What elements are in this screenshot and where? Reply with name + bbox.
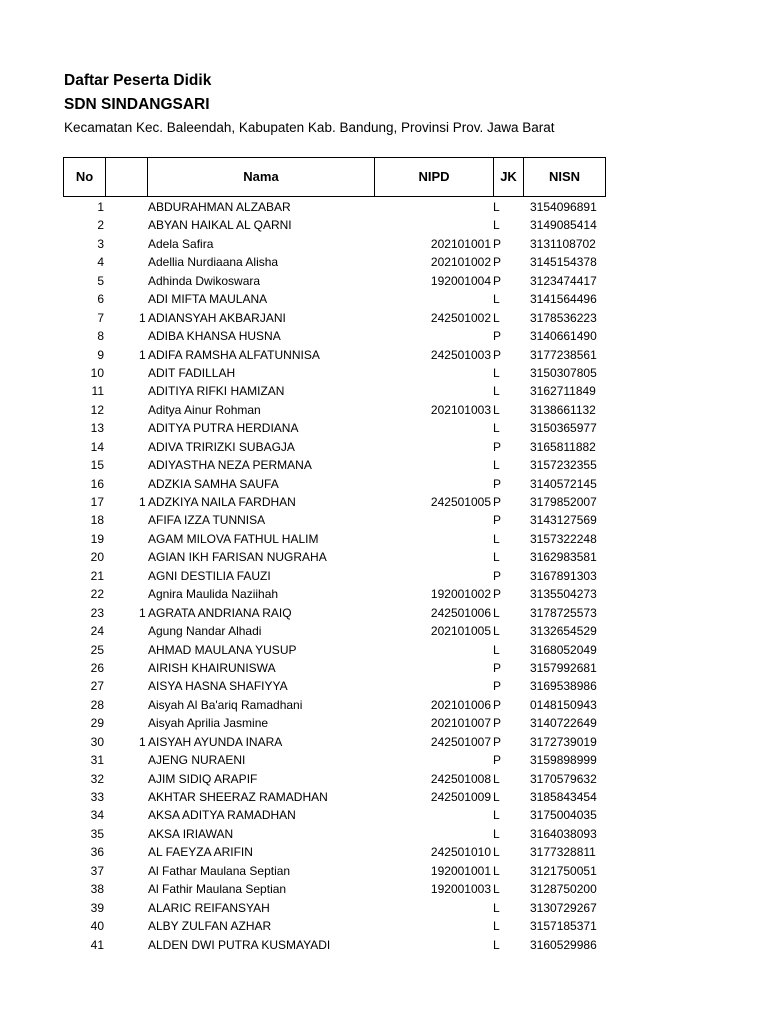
cell-no: 5 [97, 273, 104, 288]
cell-nama: ADZKIA SAMHA SAUFA [148, 476, 279, 491]
cell-nisn: 3179852007 [530, 495, 597, 509]
header-jk: JK [494, 158, 524, 196]
cell-flag: 1 [139, 734, 146, 749]
table-row [0, 696, 768, 714]
cell-no: 33 [90, 790, 104, 804]
cell-no: 1 [97, 200, 104, 214]
cell-nipd: 202101001 [430, 236, 491, 251]
cell-nama: Adhinda Dwikoswara [148, 273, 261, 288]
cell-nisn: 3162711849 [530, 384, 596, 399]
cell-flag: 1 [139, 605, 146, 620]
student-table-body [0, 198, 768, 954]
cell-jk: L [493, 863, 500, 878]
cell-nisn: 3185843454 [530, 790, 597, 804]
cell-no: 40 [90, 919, 104, 934]
table-row [0, 770, 768, 788]
cell-jk: L [493, 550, 500, 565]
table-row [0, 346, 768, 364]
table-row [0, 659, 768, 677]
cell-nama: ABDURAHMAN ALZABAR [148, 200, 291, 214]
cell-no: 6 [97, 292, 104, 307]
cell-no: 3 [97, 236, 104, 251]
cell-jk: L [493, 900, 500, 915]
table-row [0, 677, 768, 695]
cell-nipd: 202101007 [430, 716, 491, 731]
cell-no: 30 [90, 734, 104, 749]
header-no: No [64, 158, 106, 196]
cell-nisn: 3128750200 [530, 882, 597, 897]
cell-no: 7 [97, 310, 104, 325]
cell-nisn: 3177238561 [530, 347, 597, 362]
table-row [0, 364, 768, 382]
cell-nisn: 3168052049 [530, 642, 597, 657]
table-row [0, 733, 768, 751]
cell-jk: P [493, 347, 502, 362]
cell-jk: L [493, 642, 500, 657]
cell-jk: P [493, 273, 502, 288]
cell-nipd: 192001001 [430, 863, 491, 878]
header-nipd: NIPD [375, 158, 494, 196]
cell-nama: ALDEN DWI PUTRA KUSMAYADI [148, 937, 331, 952]
cell-nama: ADIANSYAH AKBARJANI [148, 310, 286, 325]
cell-nisn: 3150365977 [530, 421, 597, 436]
table-row [0, 899, 768, 917]
cell-nipd: 202101002 [430, 255, 491, 270]
cell-jk: P [493, 716, 502, 731]
cell-nama: ADIVA TRIRIZKI SUBAGJA [148, 439, 295, 454]
cell-no: 23 [90, 605, 104, 620]
table-row [0, 253, 768, 271]
cell-no: 41 [90, 937, 104, 952]
cell-nisn: 3157185371 [530, 919, 597, 934]
cell-jk: L [493, 882, 500, 897]
location-line: Kecamatan Kec. Baleendah, Kabupaten Kab. Bandung, Provinsi Prov. Jawa Barat [64, 120, 555, 135]
cell-nama: AISYA HASNA SHAFIYYA [148, 679, 288, 694]
table-row [0, 198, 768, 216]
table-row [0, 511, 768, 529]
table-row [0, 290, 768, 308]
cell-nisn: 3172739019 [530, 734, 597, 749]
table-row [0, 456, 768, 474]
cell-nama: Aisyah Aprilia Jasmine [148, 716, 269, 731]
cell-nama: AJIM SIDIQ ARAPIF [148, 771, 258, 786]
table-row [0, 382, 768, 400]
cell-nisn: 3157992681 [530, 660, 597, 675]
cell-nama: ADZKIYA NAILA FARDHAN [148, 495, 296, 509]
cell-nama: ADIBA KHANSA HUSNA [148, 329, 281, 344]
table-header [63, 157, 606, 197]
cell-no: 14 [90, 439, 104, 454]
cell-nama: AGNI DESTILIA FAUZI [148, 568, 271, 583]
table-row [0, 567, 768, 585]
cell-nisn: 3170579632 [530, 771, 597, 786]
cell-nama: ADITYA PUTRA HERDIANA [148, 421, 299, 436]
header-nisn: NISN [548, 169, 581, 184]
cell-jk: L [493, 292, 500, 307]
cell-nama: ADIYASTHA NEZA PERMANA [148, 458, 312, 473]
cell-nipd: 192001003 [430, 882, 491, 897]
cell-nisn: 3167891303 [530, 568, 597, 583]
cell-nama: AKHTAR SHEERAZ RAMADHAN [148, 790, 328, 804]
cell-nama: Agnira Maulida Naziihah [148, 587, 279, 602]
cell-nama: ADIT FADILLAH [148, 365, 236, 380]
cell-jk: P [493, 753, 502, 768]
cell-jk: L [493, 937, 500, 952]
cell-jk: L [493, 771, 500, 786]
cell-jk: P [493, 236, 502, 251]
cell-jk: P [493, 255, 502, 270]
cell-nisn: 3123474417 [530, 273, 597, 288]
cell-no: 12 [90, 402, 104, 417]
table-row [0, 880, 768, 898]
cell-nipd: 242501005 [430, 495, 491, 509]
table-row [0, 585, 768, 603]
table-row [0, 235, 768, 253]
cell-no: 27 [90, 679, 104, 694]
cell-nipd: 202101005 [430, 624, 491, 639]
cell-no: 28 [90, 697, 104, 712]
cell-nama: AHMAD MAULANA YUSUP [148, 642, 297, 657]
cell-nisn: 3149085414 [530, 218, 597, 233]
cell-nipd: 242501003 [430, 347, 491, 362]
cell-nisn: 3143127569 [530, 513, 597, 528]
cell-nipd: 242501006 [430, 605, 491, 620]
cell-nama: AISYAH AYUNDA INARA [148, 734, 283, 749]
cell-no: 38 [90, 882, 104, 897]
table-row [0, 843, 768, 861]
cell-nama: AGAM MILOVA FATHUL HALIM [148, 531, 319, 546]
table-row [0, 548, 768, 566]
table-row [0, 806, 768, 824]
cell-jk: P [493, 587, 502, 602]
cell-no: 13 [90, 421, 104, 436]
cell-no: 11 [91, 384, 104, 399]
cell-no: 39 [90, 900, 104, 915]
table-row [0, 309, 768, 327]
cell-no: 9 [97, 347, 104, 362]
table-row [0, 493, 768, 511]
cell-no: 19 [90, 531, 104, 546]
table-row [0, 272, 768, 290]
cell-nama: Adellia Nurdiaana Alisha [148, 255, 279, 270]
cell-nama: Aditya Ainur Rohman [148, 402, 261, 417]
table-row [0, 825, 768, 843]
table-row [0, 788, 768, 806]
cell-no: 26 [90, 660, 104, 675]
cell-jk: P [493, 568, 502, 583]
cell-nipd: 192001004 [430, 273, 491, 288]
cell-jk: P [493, 439, 502, 454]
cell-nama: Aisyah Al Ba'ariq Ramadhani [148, 697, 303, 712]
cell-jk: L [493, 808, 500, 823]
cell-nisn: 3138661132 [530, 402, 596, 417]
table-row [0, 862, 768, 880]
cell-nama: AL FAEYZA ARIFIN [148, 845, 253, 860]
table-row [0, 751, 768, 769]
cell-no: 8 [97, 329, 104, 344]
cell-jk: P [493, 513, 502, 528]
cell-jk: L [493, 826, 500, 841]
cell-nisn: 3162983581 [530, 550, 597, 565]
cell-no: 36 [90, 845, 104, 860]
cell-nama: Adela Safira [148, 236, 214, 251]
cell-nisn: 3175004035 [530, 808, 597, 823]
cell-jk: L [493, 790, 500, 804]
cell-no: 4 [97, 255, 104, 270]
cell-nama: AGIAN IKH FARISAN NUGRAHA [148, 550, 327, 565]
header-nama: Nama [148, 158, 375, 196]
cell-nisn: 3132654529 [530, 624, 597, 639]
cell-jk: P [493, 329, 502, 344]
table-row [0, 475, 768, 493]
table-row [0, 401, 768, 419]
cell-no: 24 [90, 624, 104, 639]
cell-nisn: 3169538986 [530, 679, 597, 694]
cell-nisn: 3177328811 [530, 845, 596, 860]
cell-jk: P [493, 734, 502, 749]
cell-nama: ADI MIFTA MAULANA [148, 292, 268, 307]
cell-jk: L [493, 421, 500, 436]
cell-nisn: 3140661490 [530, 329, 597, 344]
cell-nipd: 192001002 [430, 587, 491, 602]
cell-nama: AKSA IRIAWAN [148, 826, 234, 841]
cell-jk: L [493, 384, 500, 399]
cell-nisn: 3178725573 [530, 605, 597, 620]
cell-nama: Al Fathar Maulana Septian [148, 863, 291, 878]
cell-nama: AIRISH KHAIRUNISWA [148, 660, 276, 675]
cell-jk: L [493, 365, 500, 380]
cell-nipd: 242501002 [430, 310, 491, 325]
cell-nama: ADIFA RAMSHA ALFATUNNISA [148, 347, 320, 362]
cell-jk: L [493, 605, 500, 620]
cell-jk: P [493, 697, 502, 712]
table-row [0, 714, 768, 732]
cell-nisn: 0148150943 [530, 697, 597, 712]
cell-jk: L [493, 310, 500, 325]
cell-jk: L [493, 402, 500, 417]
cell-jk: L [493, 200, 500, 214]
cell-no: 34 [90, 808, 104, 823]
cell-nipd: 202101003 [430, 402, 491, 417]
cell-jk: P [493, 679, 502, 694]
cell-no: 37 [90, 863, 104, 878]
table-row [0, 641, 768, 659]
cell-flag: 1 [139, 310, 146, 325]
cell-jk: L [493, 919, 500, 934]
cell-nama: ALBY ZULFAN AZHAR [148, 919, 272, 934]
cell-flag: 1 [139, 347, 146, 362]
cell-nipd: 202101006 [430, 697, 491, 712]
cell-jk: L [493, 458, 500, 473]
cell-no: 22 [90, 587, 104, 602]
cell-jk: L [493, 531, 500, 546]
cell-no: 31 [90, 753, 104, 768]
cell-nisn: 3154096891 [530, 200, 597, 214]
cell-jk: L [493, 624, 500, 639]
table-row [0, 438, 768, 456]
cell-jk: P [493, 495, 502, 509]
cell-nisn: 3160529986 [530, 937, 597, 952]
cell-no: 35 [90, 826, 104, 841]
cell-nisn: 3157322248 [530, 531, 597, 546]
cell-no: 21 [90, 568, 104, 583]
school-name: SDN SINDANGSARI [64, 96, 210, 113]
cell-nisn: 3141564496 [530, 292, 597, 307]
cell-nama: Al Fathir Maulana Septian [148, 882, 287, 897]
cell-nisn: 3165811882 [530, 439, 596, 454]
cell-nama: AKSA ADITYA RAMADHAN [148, 808, 296, 823]
cell-nisn: 3131108702 [530, 236, 596, 251]
document-title: Daftar Peserta Didik [64, 72, 212, 89]
table-row [0, 327, 768, 345]
cell-jk: P [493, 476, 502, 491]
cell-no: 2 [97, 218, 104, 233]
table-row [0, 936, 768, 954]
cell-nama: AGRATA ANDRIANA RAIQ [148, 605, 292, 620]
table-row [0, 419, 768, 437]
cell-nama: Agung Nandar Alhadi [148, 624, 262, 639]
cell-nama: AJENG NURAENI [148, 753, 246, 768]
cell-no: 32 [90, 771, 104, 786]
cell-nisn: 3159898999 [530, 753, 597, 768]
cell-nisn: 3121750051 [530, 863, 597, 878]
table-row [0, 216, 768, 234]
cell-no: 20 [90, 550, 104, 565]
cell-nama: ABYAN HAIKAL AL QARNI [148, 218, 292, 233]
cell-no: 29 [90, 716, 104, 731]
cell-no: 17 [90, 495, 104, 509]
cell-nipd: 242501007 [430, 734, 491, 749]
cell-nipd: 242501009 [430, 790, 491, 804]
cell-nisn: 3157232355 [530, 458, 597, 473]
cell-nama: ALARIC REIFANSYAH [148, 900, 270, 915]
cell-flag: 1 [139, 495, 146, 509]
cell-no: 15 [90, 458, 104, 473]
cell-nisn: 3135504273 [530, 587, 597, 602]
cell-nisn: 3140572145 [530, 476, 597, 491]
cell-nisn: 3140722649 [530, 716, 597, 731]
cell-nisn: 3145154378 [530, 255, 597, 270]
cell-nipd: 242501010 [430, 845, 491, 860]
cell-nama: AFIFA IZZA TUNNISA [148, 513, 266, 528]
table-row [0, 530, 768, 548]
table-row [0, 917, 768, 935]
header-blank [106, 158, 148, 196]
cell-nisn: 3150307805 [530, 365, 597, 380]
table-row [0, 622, 768, 640]
cell-nisn: 3164038093 [530, 826, 597, 841]
cell-nama: ADITIYA RIFKI HAMIZAN [148, 384, 285, 399]
cell-nisn: 3130729267 [530, 900, 597, 915]
cell-no: 18 [90, 513, 104, 528]
cell-jk: L [493, 845, 500, 860]
cell-jk: P [493, 660, 502, 675]
cell-nipd: 242501008 [430, 771, 491, 786]
cell-nisn: 3178536223 [530, 310, 597, 325]
cell-no: 10 [90, 365, 104, 380]
cell-jk: L [493, 218, 500, 233]
cell-no: 16 [90, 476, 104, 491]
cell-no: 25 [90, 642, 104, 657]
table-row [0, 604, 768, 622]
